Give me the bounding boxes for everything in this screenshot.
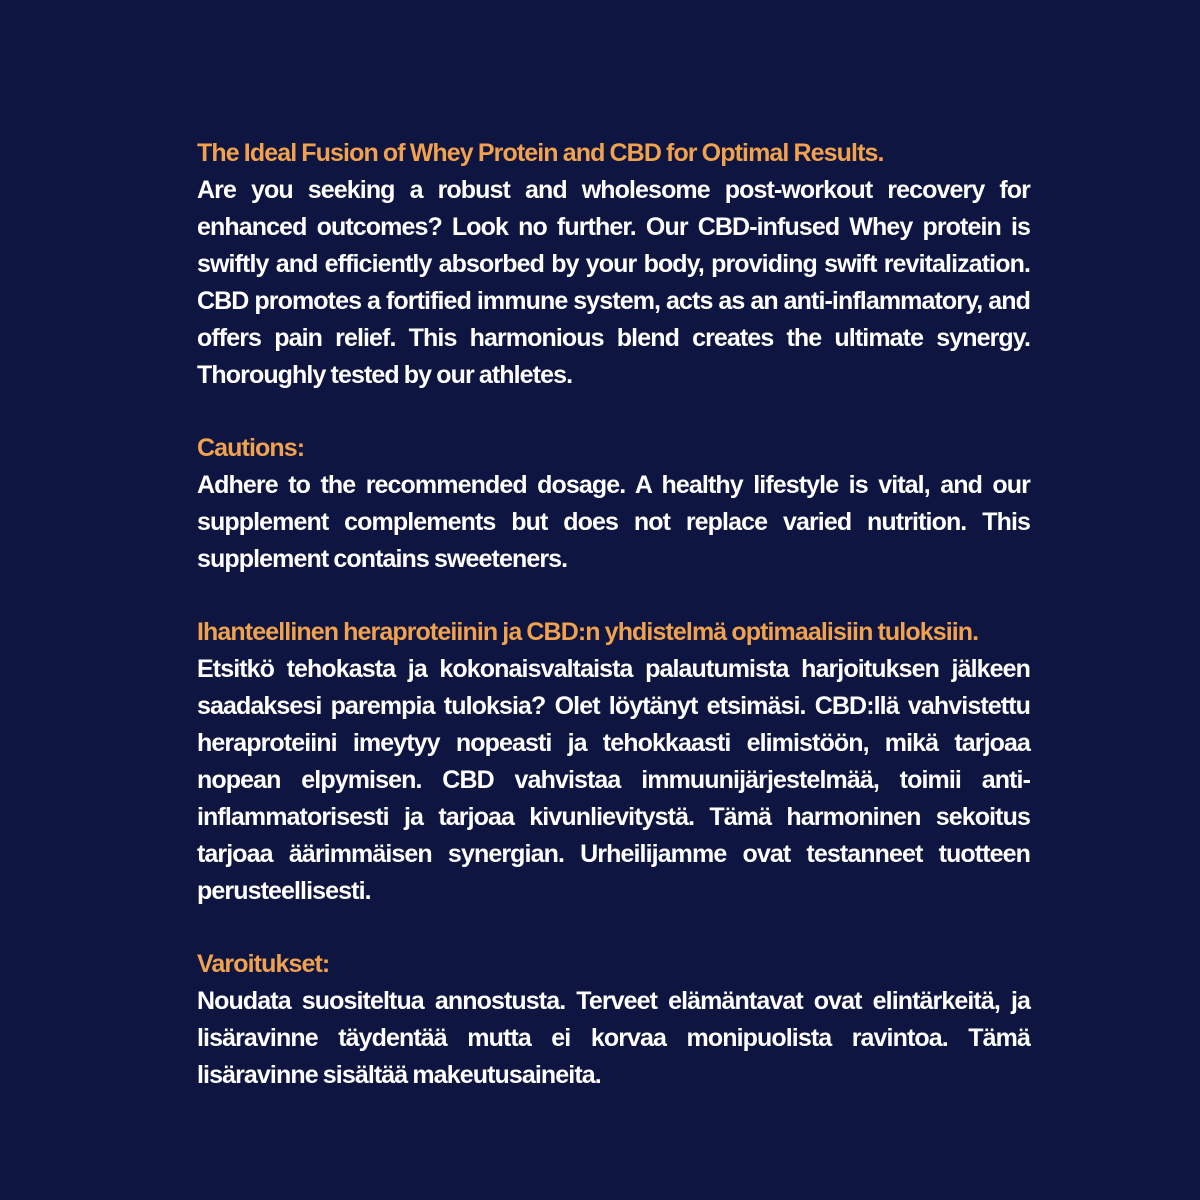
section-heading: Cautions:	[197, 434, 305, 462]
section-cautions-en	[197, 430, 1030, 578]
section-body: Adhere to the recommended dosage. A healthy lifestyle is vital, and our supplement complements but does not replace varied nutrition. This supplement contains sweeteners.	[197, 471, 1030, 573]
section-cautions-fi	[197, 946, 1030, 1094]
section-body: Noudata suositeltua annostusta. Terveet elämäntavat ovat elintärkeitä, ja lisäravinne täydentää mutta ei korvaa monipuolista ravintoa. Tämä lisäravinne sisältää makeutusaineita.	[197, 987, 1030, 1089]
section-heading: The Ideal Fusion of Whey Protein and CBD for Optimal Results.	[197, 139, 884, 167]
section-intro-fi	[197, 614, 1030, 910]
text-block	[197, 135, 1030, 1130]
section-heading: Ihanteellinen heraproteiinin ja CBD:n yhdistelmä optimaalisiin tuloksiin.	[197, 618, 979, 646]
section-body: Etsitkö tehokasta ja kokonaisvaltaista palautumista harjoituksen jälkeen saadaksesi parempia tuloksia? Olet löytänyt etsimäsi. CBD:llä vahvistettu heraproteiini imeytyy nopeasti ja tehokkaasti elimistöön, mikä tarjoaa nopean elpymisen. CBD vahvistaa immuunijärjestelmää, toimii anti-inflammatorisesti ja tarjoaa kivunlievitystä. Tämä harmoninen sekoitus tarjoaa äärimmäisen synergian. Urheilijamme ovat testanneet tuotteen perusteellisesti.	[197, 655, 1030, 905]
section-intro-en	[197, 135, 1030, 394]
section-body: Are you seeking a robust and wholesome post-workout recovery for enhanced outcomes? Look no further. Our CBD-infused Whey protein is swiftly and efficiently absorbed by your body, providing swift revitalization. CBD promotes a fortified immune system, acts as an anti-inflammatory, and offers pain relief. This harmonious blend creates the ultimate synergy. Thoroughly tested by our athletes.	[197, 176, 1030, 389]
section-heading: Varoitukset:	[197, 950, 330, 978]
